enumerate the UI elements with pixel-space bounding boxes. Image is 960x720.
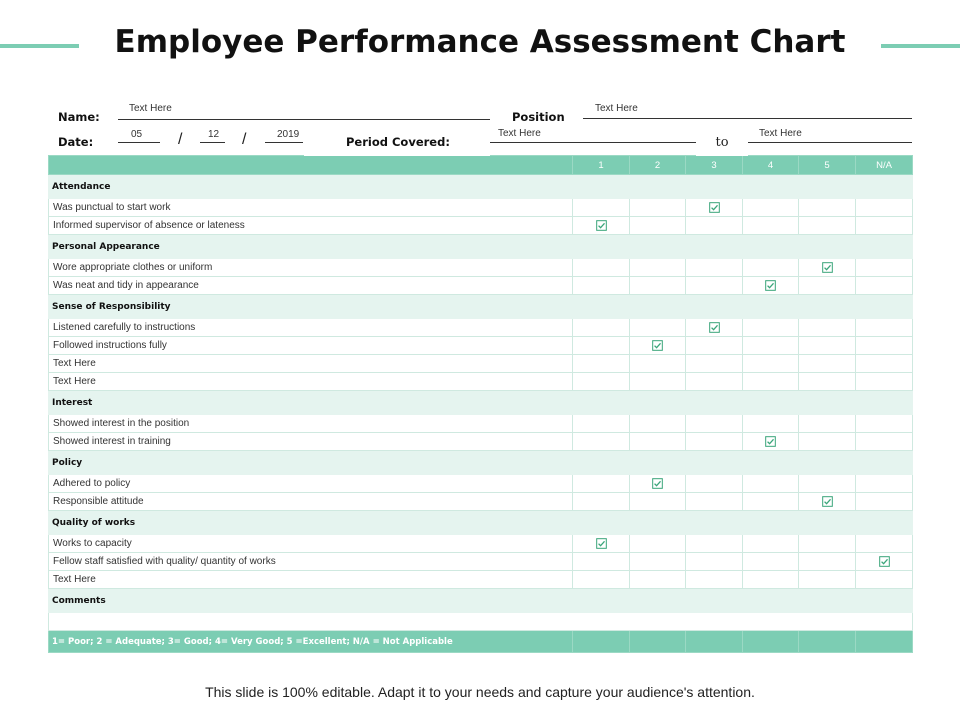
rating-cell[interactable]: [799, 535, 856, 553]
rating-cell[interactable]: [630, 493, 686, 511]
legend-filler-cell: [799, 631, 856, 653]
rating-header-row: [49, 156, 913, 175]
rating-cell[interactable]: [686, 475, 743, 493]
criterion-row: [49, 337, 913, 355]
legend-filler-cell: [743, 631, 799, 653]
section-filler-cell: [686, 235, 743, 259]
section-header-row: [49, 235, 913, 259]
comments-header-row: [49, 589, 913, 613]
rating-cell[interactable]: [856, 355, 913, 373]
criterion-label: Works to capacity: [49, 535, 573, 553]
rating-cell[interactable]: [799, 355, 856, 373]
rating-cell[interactable]: [743, 535, 799, 553]
section-filler-cell: [856, 175, 913, 199]
rating-cell[interactable]: [743, 571, 799, 589]
rating-cell[interactable]: [686, 373, 743, 391]
section-filler-cell: [573, 511, 630, 535]
section-filler-cell: [573, 295, 630, 319]
criterion-row: [49, 571, 913, 589]
rating-cell[interactable]: [573, 433, 630, 451]
criterion-row: [49, 433, 913, 451]
section-header-row: [49, 391, 913, 415]
section-filler-cell: [856, 589, 913, 613]
criterion-label: Showed interest in the position: [49, 415, 573, 433]
rating-cell[interactable]: [856, 493, 913, 511]
rating-cell[interactable]: [856, 199, 913, 217]
rating-cell[interactable]: [799, 571, 856, 589]
rating-cell[interactable]: [630, 553, 686, 571]
checkmark-icon: [709, 322, 720, 333]
legend-filler-cell: [856, 631, 913, 653]
rating-cell[interactable]: [743, 199, 799, 217]
period-covered-label: Period Covered:: [346, 135, 450, 149]
rating-cell[interactable]: [856, 535, 913, 553]
section-header-row: [49, 511, 913, 535]
rating-cell[interactable]: [630, 415, 686, 433]
criterion-row: [49, 535, 913, 553]
section-filler-cell: [573, 589, 630, 613]
position-underline: [583, 118, 912, 119]
footer-note: This slide is 100% editable. Adapt it to your needs and capture your audience's attention.: [205, 684, 755, 700]
rating-cell[interactable]: [799, 493, 856, 511]
rating-cell[interactable]: [630, 217, 686, 235]
rating-cell[interactable]: [573, 475, 630, 493]
date-label: Date:: [58, 135, 94, 149]
rating-cell[interactable]: [743, 433, 799, 451]
rating-cell[interactable]: [573, 493, 630, 511]
rating-cell[interactable]: [686, 355, 743, 373]
rating-cell[interactable]: [686, 415, 743, 433]
name-underline: [118, 119, 490, 120]
legend-row: [49, 631, 913, 653]
comments-field[interactable]: [49, 613, 913, 631]
rating-cell[interactable]: [743, 259, 799, 277]
rating-cell[interactable]: [686, 433, 743, 451]
rating-cell[interactable]: [799, 259, 856, 277]
rating-cell[interactable]: [743, 475, 799, 493]
rating-cell[interactable]: [856, 571, 913, 589]
section-header-row: [49, 451, 913, 475]
date-day[interactable]: 12: [208, 129, 220, 140]
comments-label: Comments: [49, 589, 573, 613]
section-filler-cell: [630, 295, 686, 319]
rating-cell[interactable]: [573, 277, 630, 295]
criterion-row: [49, 553, 913, 571]
section-filler-cell: [630, 589, 686, 613]
rating-cell[interactable]: [743, 337, 799, 355]
rating-cell[interactable]: [856, 475, 913, 493]
section-filler-cell: [799, 589, 856, 613]
rating-cell[interactable]: [743, 553, 799, 571]
rating-cell[interactable]: [573, 319, 630, 337]
section-filler-cell: [799, 235, 856, 259]
section-filler-cell: [743, 235, 799, 259]
section-filler-cell: [630, 175, 686, 199]
date-year-underline: [265, 142, 303, 143]
section-title: Attendance: [49, 175, 573, 199]
criterion-label: Informed supervisor of absence or lateness: [49, 217, 573, 235]
criterion-label: Text Here: [49, 571, 573, 589]
rating-cell[interactable]: [799, 475, 856, 493]
legend-filler-cell: [573, 631, 630, 653]
rating-cell[interactable]: [573, 373, 630, 391]
rating-cell[interactable]: [686, 277, 743, 295]
date-year[interactable]: 2019: [277, 129, 300, 140]
checkmark-icon: [596, 220, 607, 231]
criterion-row: [49, 373, 913, 391]
criterion-label: Listened carefully to instructions: [49, 319, 573, 337]
criterion-label: Was punctual to start work: [49, 199, 573, 217]
rating-cell[interactable]: [743, 277, 799, 295]
rating-cell[interactable]: [686, 217, 743, 235]
rating-cell[interactable]: [856, 553, 913, 571]
rating-cell[interactable]: [856, 373, 913, 391]
rating-cell[interactable]: [743, 217, 799, 235]
name-value[interactable]: Text Here: [129, 103, 172, 114]
section-header-row: [49, 175, 913, 199]
rating-cell[interactable]: [799, 319, 856, 337]
section-filler-cell: [573, 235, 630, 259]
section-filler-cell: [686, 511, 743, 535]
section-filler-cell: [686, 175, 743, 199]
rating-cell[interactable]: [743, 415, 799, 433]
section-filler-cell: [686, 451, 743, 475]
period-covered-box: [304, 130, 490, 156]
rating-cell[interactable]: [799, 415, 856, 433]
rating-cell[interactable]: [799, 373, 856, 391]
section-filler-cell: [743, 391, 799, 415]
rating-cell[interactable]: [799, 337, 856, 355]
section-title: Interest: [49, 391, 573, 415]
criterion-row: [49, 493, 913, 511]
rating-cell[interactable]: [573, 259, 630, 277]
section-filler-cell: [573, 391, 630, 415]
date-separator: /: [242, 131, 247, 148]
checkmark-icon: [822, 262, 833, 273]
comments-input-row: [49, 613, 913, 631]
date-day-underline: [200, 142, 225, 143]
criterion-label: Fellow staff satisfied with quality/ quantity of works: [49, 553, 573, 571]
criterion-label: Was neat and tidy in appearance: [49, 277, 573, 295]
rating-cell[interactable]: [799, 553, 856, 571]
criterion-row: [49, 217, 913, 235]
criterion-label: Responsible attitude: [49, 493, 573, 511]
rating-cell[interactable]: [686, 493, 743, 511]
rating-cell[interactable]: [856, 277, 913, 295]
rating-cell[interactable]: [573, 199, 630, 217]
section-filler-cell: [799, 295, 856, 319]
checkmark-icon: [822, 496, 833, 507]
section-filler-cell: [573, 175, 630, 199]
period-from-value[interactable]: Text Here: [498, 128, 541, 139]
section-filler-cell: [743, 451, 799, 475]
section-filler-cell: [573, 451, 630, 475]
rating-header: 4: [743, 156, 799, 175]
rating-header: N/A: [856, 156, 913, 175]
legend-filler-cell: [630, 631, 686, 653]
rating-cell[interactable]: [686, 535, 743, 553]
section-filler-cell: [799, 451, 856, 475]
date-separator: /: [178, 131, 183, 148]
rating-cell[interactable]: [743, 355, 799, 373]
rating-cell[interactable]: [630, 433, 686, 451]
rating-cell[interactable]: [630, 277, 686, 295]
section-filler-cell: [799, 511, 856, 535]
rating-cell[interactable]: [630, 475, 686, 493]
rating-cell[interactable]: [799, 199, 856, 217]
criterion-label: Text Here: [49, 355, 573, 373]
rating-cell[interactable]: [686, 553, 743, 571]
date-month-underline: [118, 142, 160, 143]
assessment-table: [48, 155, 913, 653]
section-filler-cell: [856, 451, 913, 475]
rating-cell[interactable]: [573, 571, 630, 589]
rating-cell[interactable]: [799, 217, 856, 235]
rating-cell[interactable]: [856, 337, 913, 355]
criterion-row: [49, 259, 913, 277]
criterion-row: [49, 319, 913, 337]
rating-cell[interactable]: [630, 319, 686, 337]
checkmark-icon: [765, 280, 776, 291]
criterion-row: [49, 277, 913, 295]
checkmark-icon: [765, 436, 776, 447]
section-filler-cell: [630, 235, 686, 259]
criterion-label: Showed interest in training: [49, 433, 573, 451]
rating-cell[interactable]: [856, 259, 913, 277]
rating-cell[interactable]: [573, 355, 630, 373]
criterion-label: Wore appropriate clothes or uniform: [49, 259, 573, 277]
criterion-row: [49, 199, 913, 217]
criterion-row: [49, 415, 913, 433]
period-to-label: to: [696, 130, 748, 156]
section-title: Policy: [49, 451, 573, 475]
page-title: Employee Performance Assessment Chart: [114, 24, 846, 60]
section-filler-cell: [743, 295, 799, 319]
section-filler-cell: [856, 511, 913, 535]
rating-cell[interactable]: [630, 337, 686, 355]
rating-cell[interactable]: [686, 199, 743, 217]
checkmark-icon: [709, 202, 720, 213]
rating-cell[interactable]: [799, 277, 856, 295]
rating-cell[interactable]: [573, 217, 630, 235]
rating-header: 2: [630, 156, 686, 175]
rating-header: 3: [686, 156, 743, 175]
rating-cell[interactable]: [573, 337, 630, 355]
section-filler-cell: [856, 235, 913, 259]
rating-legend: 1= Poor; 2 = Adequate; 3= Good; 4= Very Good; 5 =Excellent; N/A = Not Applicable: [49, 631, 573, 653]
checkmark-icon: [652, 340, 663, 351]
rating-header: 5: [799, 156, 856, 175]
rating-cell[interactable]: [630, 571, 686, 589]
rating-header: 1: [573, 156, 630, 175]
section-filler-cell: [799, 391, 856, 415]
criterion-row: [49, 475, 913, 493]
position-label: Position: [512, 110, 565, 124]
section-filler-cell: [630, 511, 686, 535]
rating-cell[interactable]: [799, 433, 856, 451]
rating-cell[interactable]: [743, 319, 799, 337]
rating-cell[interactable]: [856, 433, 913, 451]
rating-cell[interactable]: [686, 337, 743, 355]
checkmark-icon: [652, 478, 663, 489]
rating-cell[interactable]: [630, 355, 686, 373]
section-header-row: [49, 295, 913, 319]
rating-cell[interactable]: [573, 415, 630, 433]
date-month[interactable]: 05: [131, 129, 143, 140]
section-title: Personal Appearance: [49, 235, 573, 259]
section-filler-cell: [743, 175, 799, 199]
period-to-underline: [748, 142, 912, 143]
criterion-row: [49, 355, 913, 373]
rating-cell[interactable]: [856, 217, 913, 235]
section-filler-cell: [856, 295, 913, 319]
rating-cell[interactable]: [856, 319, 913, 337]
rating-cell[interactable]: [686, 259, 743, 277]
section-title: Sense of Responsibility: [49, 295, 573, 319]
rating-cell[interactable]: [856, 415, 913, 433]
criterion-label: Adhered to policy: [49, 475, 573, 493]
header-blank-cell: [49, 156, 573, 175]
rating-cell[interactable]: [630, 199, 686, 217]
rating-cell[interactable]: [630, 535, 686, 553]
rating-cell[interactable]: [686, 571, 743, 589]
legend-filler-cell: [686, 631, 743, 653]
section-title: Quality of works: [49, 511, 573, 535]
section-filler-cell: [743, 511, 799, 535]
rating-cell[interactable]: [630, 259, 686, 277]
checkmark-icon: [596, 538, 607, 549]
section-filler-cell: [686, 589, 743, 613]
section-filler-cell: [743, 589, 799, 613]
rating-cell[interactable]: [573, 535, 630, 553]
criterion-label: Text Here: [49, 373, 573, 391]
position-value[interactable]: Text Here: [595, 103, 638, 114]
name-label: Name:: [58, 110, 100, 124]
section-filler-cell: [686, 295, 743, 319]
rating-cell[interactable]: [573, 553, 630, 571]
period-from-underline: [490, 142, 696, 143]
rating-cell[interactable]: [630, 373, 686, 391]
section-filler-cell: [686, 391, 743, 415]
rating-cell[interactable]: [743, 493, 799, 511]
section-filler-cell: [630, 391, 686, 415]
section-filler-cell: [856, 391, 913, 415]
rating-cell[interactable]: [686, 319, 743, 337]
criterion-label: Followed instructions fully: [49, 337, 573, 355]
rating-cell[interactable]: [743, 373, 799, 391]
period-to-value[interactable]: Text Here: [759, 128, 802, 139]
section-filler-cell: [799, 175, 856, 199]
checkmark-icon: [879, 556, 890, 567]
section-filler-cell: [630, 451, 686, 475]
